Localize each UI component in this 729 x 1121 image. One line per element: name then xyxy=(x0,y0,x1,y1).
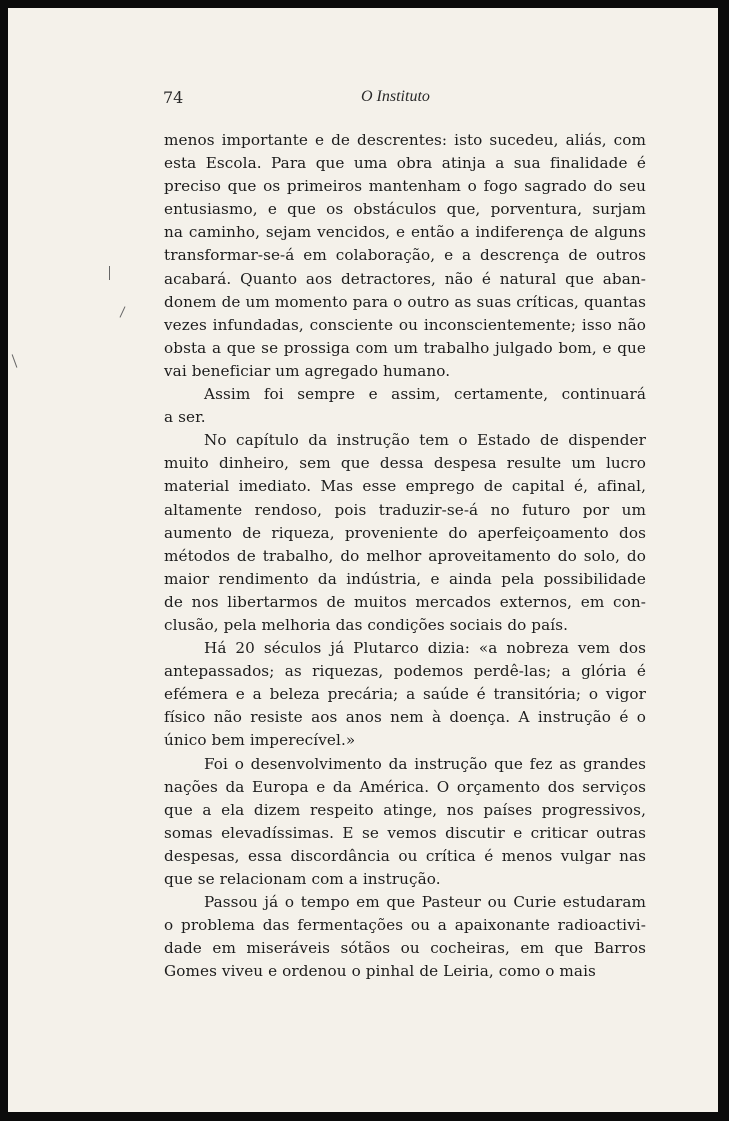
text-line: a ser. xyxy=(164,408,206,427)
text-line: métodos de trabalho, do melhor aproveitamento do solo, do xyxy=(164,546,646,565)
text-line: o problema das fermentações ou a apaixonante radioactivi- xyxy=(164,916,646,935)
text-line: No capítulo da instrução tem o Estado de dispender xyxy=(204,431,646,450)
margin-mark xyxy=(120,306,126,317)
running-title: O Instituto xyxy=(361,88,430,105)
text-line: entusiasmo, e que os obstáculos que, porventura, surjam xyxy=(164,200,646,219)
text-line: Passou já o tempo em que Pasteur ou Curie estudaram xyxy=(204,893,646,912)
text-line: Gomes viveu e ordenou o pinhal de Leiria, como o mais xyxy=(164,962,596,981)
text-line: obsta a que se prossiga com um trabalho julgado bom, e que xyxy=(164,338,646,357)
book-page xyxy=(8,8,718,1112)
text-line: esta Escola. Para que uma obra atinja a sua finalidade é xyxy=(164,154,646,173)
text-line: vezes infundadas, consciente ou inconscientemente; isso não xyxy=(164,315,646,334)
paragraph xyxy=(164,891,646,983)
text-line: preciso que os primeiros mantenham o fogo sagrado do seu xyxy=(164,177,646,196)
margin-mark xyxy=(12,354,18,367)
text-line: muito dinheiro, sem que dessa despesa resulte um lucro xyxy=(164,454,646,473)
text-line: efémera e a beleza precária; a saúde é transitória; o vigor xyxy=(164,685,646,704)
page-header xyxy=(8,88,718,110)
text-line: que a ela dizem respeito atinge, nos países progressivos, xyxy=(164,800,646,819)
text-line: Há 20 séculos já Plutarco dizia: «a nobreza vem dos xyxy=(204,639,646,658)
paragraph xyxy=(164,429,646,637)
text-line: menos importante e de descrentes: isto sucedeu, aliás, com xyxy=(164,131,646,149)
text-line: despesas, essa discordância ou crítica é menos vulgar nas xyxy=(164,846,646,865)
text-line: maior rendimento da indústria, e ainda pela possibilidade xyxy=(164,569,646,588)
text-line: na caminho, sejam vencidos, e então a indiferença de alguns xyxy=(164,223,646,242)
text-line: de nos libertarmos de muitos mercados externos, em con- xyxy=(164,592,646,611)
text-line: material imediato. Mas esse emprego de capital é, afinal, xyxy=(164,477,646,496)
text-line: Foi o desenvolvimento da instrução que fez as grandes xyxy=(204,754,646,773)
text-line: Assim foi sempre e assim, certamente, continuará xyxy=(204,385,646,404)
paragraph xyxy=(164,383,646,429)
text-line: antepassados; as riquezas, podemos perdê-las; a glória é xyxy=(164,662,646,681)
paragraph xyxy=(164,129,646,383)
text-line: acabará. Quanto aos detractores, não é natural que aban- xyxy=(164,269,646,288)
text-line: dade em miseráveis sótãos ou cocheiras, em que Barros xyxy=(164,939,646,958)
paragraph xyxy=(164,753,646,892)
text-line: único bem imperecível.» xyxy=(164,731,356,750)
text-line: aumento de riqueza, proveniente do aperfeiçoamento dos xyxy=(164,523,646,542)
text-line: donem de um momento para o outro as suas críticas, quantas xyxy=(164,292,646,311)
text-line: nações da Europa e da América. O orçamento dos serviços xyxy=(164,777,646,796)
text-line: vai beneficiar um agregado humano. xyxy=(164,361,451,380)
text-line: transformar-se-á em colaboração, e a descrença de outros xyxy=(164,246,646,265)
text-line: altamente rendoso, pois traduzir-se-á no futuro por um xyxy=(164,500,646,519)
page-number: 74 xyxy=(163,88,184,107)
text-line: clusão, pela melhoria das condições sociais do país. xyxy=(164,615,569,634)
text-line: que se relacionam com a instrução. xyxy=(164,870,441,888)
margin-mark xyxy=(109,266,110,280)
text-line: somas elevadíssimas. E se vemos discutir e criticar outras xyxy=(164,823,646,842)
text-line: físico não resiste aos anos nem à doença. A instrução é o xyxy=(164,708,646,727)
paragraph xyxy=(164,637,646,752)
body-text xyxy=(164,129,646,983)
